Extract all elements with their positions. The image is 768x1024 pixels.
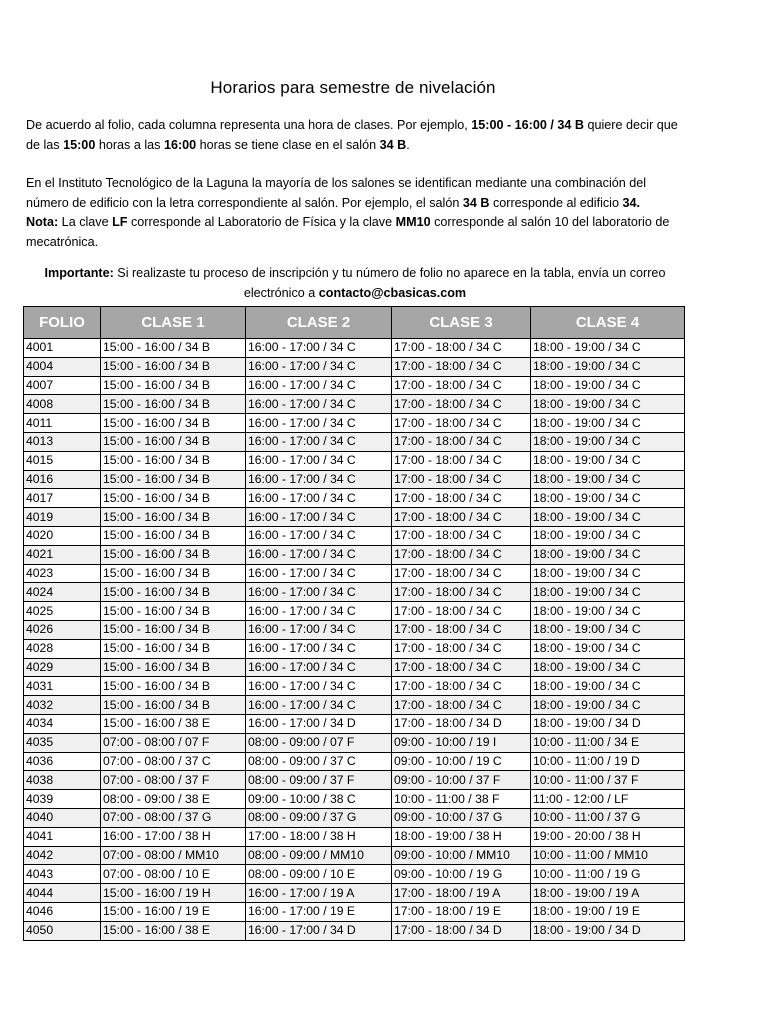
table-row xyxy=(24,921,685,940)
clase-2-cell: 08:00 - 09:00 / 37 G xyxy=(246,808,392,827)
clase-2-cell: 16:00 - 17:00 / 34 C xyxy=(246,432,392,451)
clase-4-cell: 18:00 - 19:00 / 34 C xyxy=(531,508,685,527)
clase-4-cell: 10:00 - 11:00 / 19 D xyxy=(531,752,685,771)
note-label: Nota: xyxy=(26,215,59,229)
clase-4-cell: 19:00 - 20:00 / 38 H xyxy=(531,827,685,846)
clase-1-cell: 07:00 - 08:00 / 10 E xyxy=(101,865,246,884)
clase-4-cell: 10:00 - 11:00 / 34 E xyxy=(531,733,685,752)
clase-4-cell: 10:00 - 11:00 / 19 G xyxy=(531,865,685,884)
clase-3-cell: 17:00 - 18:00 / 34 C xyxy=(392,696,531,715)
table-row xyxy=(24,602,685,621)
clase-4-cell: 18:00 - 19:00 / 34 C xyxy=(531,564,685,583)
header-clase-2: CLASE 2 xyxy=(246,307,392,339)
clase-4-cell: 18:00 - 19:00 / 34 C xyxy=(531,620,685,639)
table-row xyxy=(24,432,685,451)
folio-cell: 4020 xyxy=(24,526,101,545)
table-row xyxy=(24,658,685,677)
clase-3-cell: 17:00 - 18:00 / 34 C xyxy=(392,639,531,658)
important-label: Importante: xyxy=(44,266,114,280)
clase-1-cell: 15:00 - 16:00 / 34 B xyxy=(101,658,246,677)
folio-cell: 4031 xyxy=(24,677,101,696)
clase-1-cell: 07:00 - 08:00 / MM10 xyxy=(101,846,246,865)
table-row xyxy=(24,884,685,903)
clase-4-cell: 18:00 - 19:00 / 34 C xyxy=(531,470,685,489)
folio-cell: 4036 xyxy=(24,752,101,771)
table-row xyxy=(24,733,685,752)
table-row xyxy=(24,357,685,376)
clase-3-cell: 17:00 - 18:00 / 34 C xyxy=(392,451,531,470)
clase-4-cell: 18:00 - 19:00 / 34 C xyxy=(531,545,685,564)
table-row xyxy=(24,620,685,639)
table-row xyxy=(24,395,685,414)
table-row xyxy=(24,451,685,470)
folio-cell: 4019 xyxy=(24,508,101,527)
clase-1-cell: 15:00 - 16:00 / 34 B xyxy=(101,602,246,621)
clase-3-cell: 17:00 - 18:00 / 19 E xyxy=(392,902,531,921)
building-paragraph: En el Instituto Tecnológico de la Laguna la mayoría de los salones se identifican mediante una combinación del número de edificio con la letra correspondiente al salón. Por ejemplo, el salón 34 B corresponde al edificio 34. Nota: La clave LF corresponde al Laboratorio de Física y la clave MM10 corresponde al salón 10 del laboratorio de mecatrónica. xyxy=(26,176,670,249)
clase-3-cell: 09:00 - 10:00 / 37 G xyxy=(392,808,531,827)
clase-4-cell: 18:00 - 19:00 / 34 C xyxy=(531,489,685,508)
clase-2-cell: 08:00 - 09:00 / 37 F xyxy=(246,771,392,790)
folio-cell: 4044 xyxy=(24,884,101,903)
clase-2-cell: 16:00 - 17:00 / 34 C xyxy=(246,414,392,433)
clase-4-cell: 18:00 - 19:00 / 34 C xyxy=(531,696,685,715)
header-clase-1: CLASE 1 xyxy=(101,307,246,339)
folio-cell: 4008 xyxy=(24,395,101,414)
clase-4-cell: 18:00 - 19:00 / 34 D xyxy=(531,921,685,940)
clase-1-cell: 15:00 - 16:00 / 19 E xyxy=(101,902,246,921)
clase-2-cell: 17:00 - 18:00 / 38 H xyxy=(246,827,392,846)
clase-1-cell: 15:00 - 16:00 / 34 B xyxy=(101,451,246,470)
clase-1-cell: 08:00 - 09:00 / 38 E xyxy=(101,790,246,809)
clase-3-cell: 17:00 - 18:00 / 34 C xyxy=(392,376,531,395)
clase-4-cell: 18:00 - 19:00 / 34 C xyxy=(531,339,685,358)
clase-4-cell: 18:00 - 19:00 / 34 C xyxy=(531,357,685,376)
clase-1-cell: 15:00 - 16:00 / 34 B xyxy=(101,395,246,414)
clase-2-cell: 16:00 - 17:00 / 34 D xyxy=(246,714,392,733)
table-row xyxy=(24,583,685,602)
folio-cell: 4007 xyxy=(24,376,101,395)
clase-4-cell: 11:00 - 12:00 / LF xyxy=(531,790,685,809)
clase-2-cell: 16:00 - 17:00 / 34 D xyxy=(246,921,392,940)
clase-2-cell: 08:00 - 09:00 / MM10 xyxy=(246,846,392,865)
clase-3-cell: 17:00 - 18:00 / 34 C xyxy=(392,432,531,451)
header-clase-3: CLASE 3 xyxy=(392,307,531,339)
folio-cell: 4050 xyxy=(24,921,101,940)
header-clase-4: CLASE 4 xyxy=(531,307,685,339)
clase-3-cell: 09:00 - 10:00 / 19 G xyxy=(392,865,531,884)
clase-1-cell: 15:00 - 16:00 / 34 B xyxy=(101,470,246,489)
clase-2-cell: 09:00 - 10:00 / 38 C xyxy=(246,790,392,809)
table-row xyxy=(24,414,685,433)
clase-2-cell: 16:00 - 17:00 / 19 A xyxy=(246,884,392,903)
clase-3-cell: 17:00 - 18:00 / 34 C xyxy=(392,564,531,583)
clase-4-cell: 10:00 - 11:00 / MM10 xyxy=(531,846,685,865)
clase-2-cell: 16:00 - 17:00 / 34 C xyxy=(246,508,392,527)
clase-3-cell: 17:00 - 18:00 / 34 C xyxy=(392,414,531,433)
folio-cell: 4011 xyxy=(24,414,101,433)
clase-4-cell: 18:00 - 19:00 / 34 C xyxy=(531,583,685,602)
clase-3-cell: 17:00 - 18:00 / 34 C xyxy=(392,489,531,508)
folio-cell: 4023 xyxy=(24,564,101,583)
table-row xyxy=(24,865,685,884)
clase-1-cell: 15:00 - 16:00 / 34 B xyxy=(101,357,246,376)
clase-3-cell: 17:00 - 18:00 / 34 C xyxy=(392,526,531,545)
clase-3-cell: 17:00 - 18:00 / 34 C xyxy=(392,545,531,564)
table-row xyxy=(24,677,685,696)
folio-cell: 4043 xyxy=(24,865,101,884)
table-row xyxy=(24,639,685,658)
clase-1-cell: 15:00 - 16:00 / 34 B xyxy=(101,677,246,696)
folio-cell: 4029 xyxy=(24,658,101,677)
clase-1-cell: 15:00 - 16:00 / 34 B xyxy=(101,526,246,545)
clase-1-cell: 15:00 - 16:00 / 34 B xyxy=(101,339,246,358)
clase-3-cell: 17:00 - 18:00 / 34 C xyxy=(392,677,531,696)
clase-1-cell: 07:00 - 08:00 / 37 G xyxy=(101,808,246,827)
table-row xyxy=(24,564,685,583)
clase-2-cell: 16:00 - 17:00 / 34 C xyxy=(246,639,392,658)
table-row xyxy=(24,846,685,865)
clase-3-cell: 17:00 - 18:00 / 34 C xyxy=(392,357,531,376)
schedule-table xyxy=(23,306,685,941)
clase-2-cell: 08:00 - 09:00 / 10 E xyxy=(246,865,392,884)
clase-4-cell: 10:00 - 11:00 / 37 F xyxy=(531,771,685,790)
clase-2-cell: 16:00 - 17:00 / 34 C xyxy=(246,545,392,564)
clase-2-cell: 16:00 - 17:00 / 34 C xyxy=(246,339,392,358)
folio-cell: 4004 xyxy=(24,357,101,376)
folio-cell: 4028 xyxy=(24,639,101,658)
table-row xyxy=(24,827,685,846)
clase-1-cell: 15:00 - 16:00 / 34 B xyxy=(101,432,246,451)
table-row xyxy=(24,771,685,790)
clase-1-cell: 15:00 - 16:00 / 38 E xyxy=(101,921,246,940)
clase-3-cell: 17:00 - 18:00 / 34 C xyxy=(392,339,531,358)
clase-1-cell: 16:00 - 17:00 / 38 H xyxy=(101,827,246,846)
important-notice: Importante: Si realizaste tu proceso de inscripción y tu número de folio no aparece en la tabla, envía un correo electrónico a contacto@cbasicas.com xyxy=(44,266,666,300)
clase-4-cell: 18:00 - 19:00 / 34 C xyxy=(531,677,685,696)
clase-1-cell: 07:00 - 08:00 / 37 F xyxy=(101,771,246,790)
clase-1-cell: 15:00 - 16:00 / 34 B xyxy=(101,508,246,527)
folio-cell: 4041 xyxy=(24,827,101,846)
folio-cell: 4024 xyxy=(24,583,101,602)
folio-cell: 4025 xyxy=(24,602,101,621)
intro-paragraph: De acuerdo al folio, cada columna representa una hora de clases. Por ejemplo, 15:00 - 16:00 / 34 B quiere decir que de las 15:00 horas a las 16:00 horas se tiene clase en el salón 34 B. xyxy=(26,118,678,152)
clase-2-cell: 16:00 - 17:00 / 34 C xyxy=(246,696,392,715)
clase-2-cell: 16:00 - 17:00 / 34 C xyxy=(246,451,392,470)
clase-1-cell: 15:00 - 16:00 / 34 B xyxy=(101,545,246,564)
clase-3-cell: 17:00 - 18:00 / 34 C xyxy=(392,658,531,677)
clase-1-cell: 07:00 - 08:00 / 07 F xyxy=(101,733,246,752)
table-header-row xyxy=(24,307,685,339)
clase-3-cell: 09:00 - 10:00 / 19 I xyxy=(392,733,531,752)
table-row xyxy=(24,696,685,715)
clase-1-cell: 15:00 - 16:00 / 34 B xyxy=(101,414,246,433)
clase-2-cell: 16:00 - 17:00 / 34 C xyxy=(246,677,392,696)
clase-1-cell: 15:00 - 16:00 / 38 E xyxy=(101,714,246,733)
clase-4-cell: 18:00 - 19:00 / 34 C xyxy=(531,639,685,658)
clase-4-cell: 18:00 - 19:00 / 34 C xyxy=(531,395,685,414)
clase-1-cell: 15:00 - 16:00 / 34 B xyxy=(101,489,246,508)
folio-cell: 4017 xyxy=(24,489,101,508)
clase-1-cell: 07:00 - 08:00 / 37 C xyxy=(101,752,246,771)
clase-3-cell: 09:00 - 10:00 / MM10 xyxy=(392,846,531,865)
clase-4-cell: 18:00 - 19:00 / 19 A xyxy=(531,884,685,903)
folio-cell: 4038 xyxy=(24,771,101,790)
clase-4-cell: 18:00 - 19:00 / 34 C xyxy=(531,376,685,395)
table-row xyxy=(24,790,685,809)
clase-2-cell: 16:00 - 17:00 / 34 C xyxy=(246,526,392,545)
table-row xyxy=(24,714,685,733)
table-row xyxy=(24,470,685,489)
clase-4-cell: 18:00 - 19:00 / 19 E xyxy=(531,902,685,921)
clase-3-cell: 09:00 - 10:00 / 37 F xyxy=(392,771,531,790)
folio-cell: 4016 xyxy=(24,470,101,489)
clase-2-cell: 16:00 - 17:00 / 34 C xyxy=(246,376,392,395)
clase-1-cell: 15:00 - 16:00 / 34 B xyxy=(101,639,246,658)
clase-2-cell: 08:00 - 09:00 / 07 F xyxy=(246,733,392,752)
clase-4-cell: 18:00 - 19:00 / 34 C xyxy=(531,658,685,677)
clase-3-cell: 17:00 - 18:00 / 34 C xyxy=(392,395,531,414)
folio-cell: 4046 xyxy=(24,902,101,921)
contact-email: contacto@cbasicas.com xyxy=(318,285,467,300)
clase-2-cell: 16:00 - 17:00 / 34 C xyxy=(246,564,392,583)
table-row xyxy=(24,376,685,395)
folio-cell: 4032 xyxy=(24,696,101,715)
folio-cell: 4035 xyxy=(24,733,101,752)
clase-3-cell: 18:00 - 19:00 / 38 H xyxy=(392,827,531,846)
folio-cell: 4015 xyxy=(24,451,101,470)
clase-3-cell: 17:00 - 18:00 / 34 C xyxy=(392,508,531,527)
header-folio: FOLIO xyxy=(24,307,101,339)
table-row xyxy=(24,808,685,827)
folio-cell: 4039 xyxy=(24,790,101,809)
clase-4-cell: 18:00 - 19:00 / 34 C xyxy=(531,526,685,545)
clase-2-cell: 16:00 - 17:00 / 19 E xyxy=(246,902,392,921)
clase-1-cell: 15:00 - 16:00 / 34 B xyxy=(101,376,246,395)
clase-4-cell: 10:00 - 11:00 / 37 G xyxy=(531,808,685,827)
clase-4-cell: 18:00 - 19:00 / 34 C xyxy=(531,602,685,621)
clase-3-cell: 17:00 - 18:00 / 34 C xyxy=(392,583,531,602)
clase-1-cell: 15:00 - 16:00 / 34 B xyxy=(101,620,246,639)
clase-2-cell: 16:00 - 17:00 / 34 C xyxy=(246,395,392,414)
table-row xyxy=(24,902,685,921)
table-row xyxy=(24,752,685,771)
table-row xyxy=(24,339,685,358)
clase-3-cell: 17:00 - 18:00 / 34 C xyxy=(392,470,531,489)
clase-3-cell: 17:00 - 18:00 / 34 D xyxy=(392,714,531,733)
table-row xyxy=(24,526,685,545)
page-title: Horarios para semestre de nivelación xyxy=(210,78,496,97)
clase-2-cell: 16:00 - 17:00 / 34 C xyxy=(246,658,392,677)
clase-4-cell: 18:00 - 19:00 / 34 C xyxy=(531,414,685,433)
clase-2-cell: 16:00 - 17:00 / 34 C xyxy=(246,489,392,508)
clase-3-cell: 17:00 - 18:00 / 34 D xyxy=(392,921,531,940)
clase-2-cell: 16:00 - 17:00 / 34 C xyxy=(246,470,392,489)
table-row xyxy=(24,489,685,508)
clase-3-cell: 10:00 - 11:00 / 38 F xyxy=(392,790,531,809)
table-row xyxy=(24,508,685,527)
clase-3-cell: 09:00 - 10:00 / 19 C xyxy=(392,752,531,771)
clase-2-cell: 16:00 - 17:00 / 34 C xyxy=(246,620,392,639)
folio-cell: 4026 xyxy=(24,620,101,639)
table-row xyxy=(24,545,685,564)
folio-cell: 4034 xyxy=(24,714,101,733)
folio-cell: 4040 xyxy=(24,808,101,827)
clase-2-cell: 08:00 - 09:00 / 37 C xyxy=(246,752,392,771)
clase-3-cell: 17:00 - 18:00 / 34 C xyxy=(392,602,531,621)
clase-1-cell: 15:00 - 16:00 / 34 B xyxy=(101,583,246,602)
clase-1-cell: 15:00 - 16:00 / 19 H xyxy=(101,884,246,903)
clase-4-cell: 18:00 - 19:00 / 34 D xyxy=(531,714,685,733)
folio-cell: 4021 xyxy=(24,545,101,564)
clase-4-cell: 18:00 - 19:00 / 34 C xyxy=(531,432,685,451)
clase-2-cell: 16:00 - 17:00 / 34 C xyxy=(246,583,392,602)
folio-cell: 4001 xyxy=(24,339,101,358)
clase-2-cell: 16:00 - 17:00 / 34 C xyxy=(246,357,392,376)
clase-3-cell: 17:00 - 18:00 / 34 C xyxy=(392,620,531,639)
clase-4-cell: 18:00 - 19:00 / 34 C xyxy=(531,451,685,470)
folio-cell: 4042 xyxy=(24,846,101,865)
clase-1-cell: 15:00 - 16:00 / 34 B xyxy=(101,696,246,715)
clase-3-cell: 17:00 - 18:00 / 19 A xyxy=(392,884,531,903)
clase-2-cell: 16:00 - 17:00 / 34 C xyxy=(246,602,392,621)
clase-1-cell: 15:00 - 16:00 / 34 B xyxy=(101,564,246,583)
folio-cell: 4013 xyxy=(24,432,101,451)
